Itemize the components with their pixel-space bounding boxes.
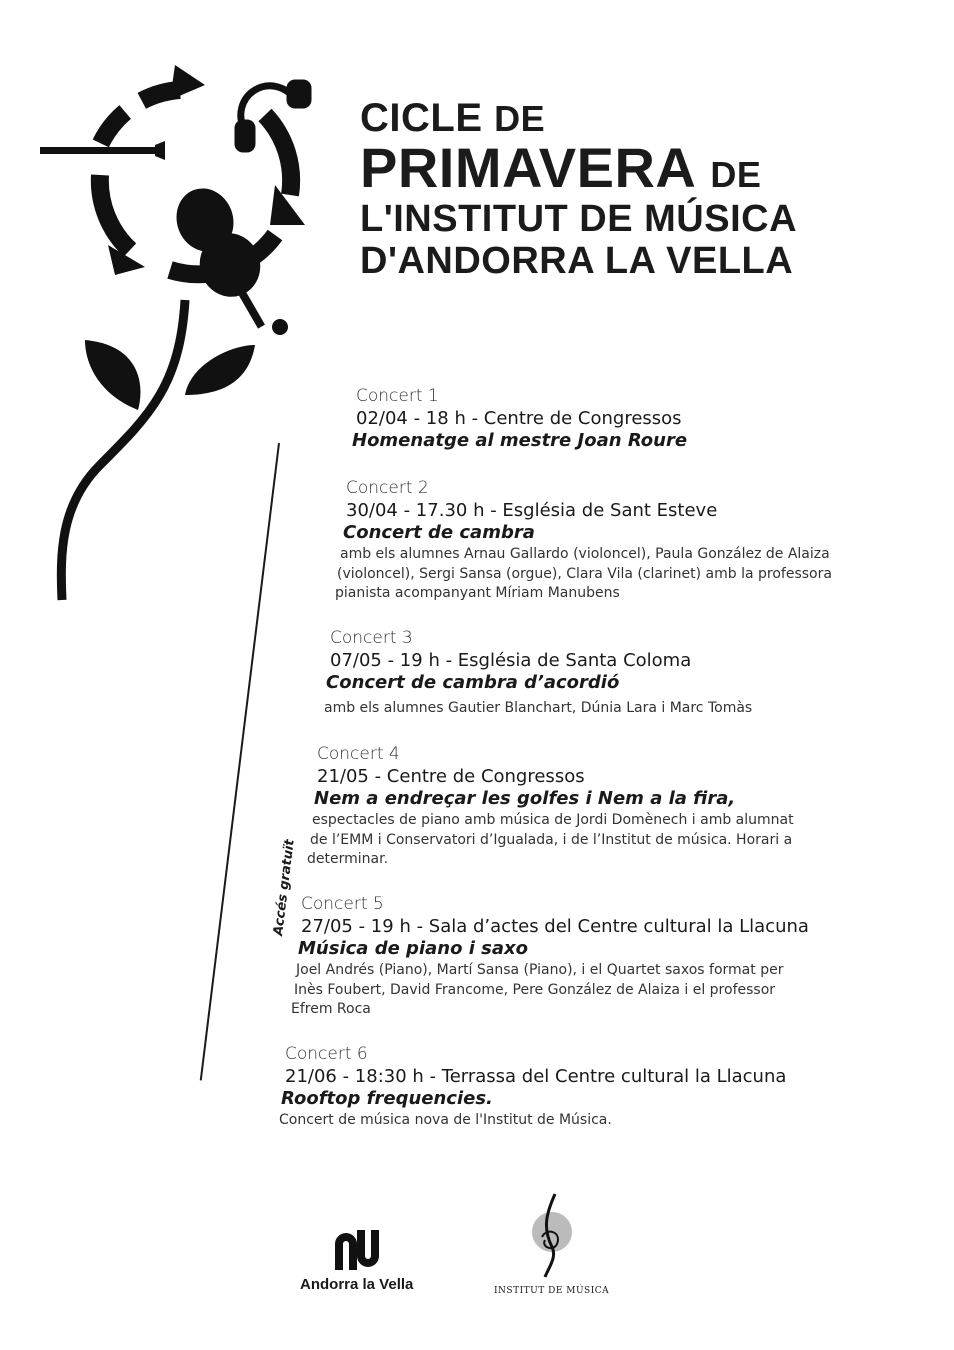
concert-5 (291, 894, 809, 1020)
concert-label: Concert 2 (346, 478, 429, 498)
flower-stem (61, 300, 185, 600)
concert-desc-line: Joel Andrés (Piano), Martí Sansa (Piano), i el Quartet saxos format per (296, 962, 784, 978)
concert-6 (279, 1044, 787, 1131)
concert-name: Nem a endreçar les golfes i Nem a la fira, (314, 788, 736, 809)
concert-2 (335, 478, 832, 604)
title-line-4: D'ANDORRA LA VELLA (360, 240, 794, 282)
concert-name: Concert de cambra d’acordió (326, 672, 620, 693)
concert-label: Concert 6 (285, 1044, 368, 1064)
concert-name: Concert de cambra (343, 522, 535, 543)
concert-desc-line: amb els alumnes Arnau Gallardo (violoncel), Paula González de Alaiza (340, 546, 830, 562)
concert-when: 27/05 - 19 h - Sala d’actes del Centre cultural la Llacuna (301, 916, 809, 937)
concert-label: Concert 4 (317, 744, 400, 764)
concert-name: Música de piano i saxo (298, 938, 528, 959)
concert-1 (352, 386, 688, 451)
flower-instruments-illustration (30, 55, 330, 605)
concert-when: 02/04 - 18 h - Centre de Congressos (356, 408, 682, 429)
institut-musica-logo (494, 1192, 609, 1296)
concert-desc-line: espectacles de piano amb música de Jordi Domènech i amb alumnat (312, 812, 794, 828)
concert-desc-line: Efrem Roca (291, 1001, 371, 1017)
title-line-2: PRIMAVERA (360, 136, 695, 199)
title-line-1-small: DE (494, 98, 546, 139)
poster-title (360, 98, 797, 280)
institut-logo-text: INSTITUT DE MÚSICA (494, 1286, 610, 1296)
andorra-la-vella-logo (300, 1230, 413, 1293)
concert-name: Homenatge al mestre Joan Roure (352, 430, 688, 451)
concert-desc-line: Inès Foubert, David Francome, Pere González de Alaiza i el professor (294, 981, 776, 998)
andorra-logo-mark-icon (332, 1230, 382, 1270)
concert-desc-line: pianista acompanyant Míriam Manubens (335, 585, 620, 601)
concert-when: 07/05 - 19 h - Església de Santa Coloma (330, 650, 692, 671)
concert-desc-line: de l’EMM i Conservatori d’Igualada, i de l’Institut de música. Horari a (310, 831, 793, 848)
concert-desc-line: amb els alumnes Gautier Blanchart, Dúnia Lara i Marc Tomàs (324, 700, 753, 716)
leaf-right (185, 345, 255, 395)
concert-4 (307, 744, 794, 870)
concert-3 (324, 628, 753, 719)
free-access-label: Accés gratuït (270, 833, 298, 943)
concert-label: Concert 5 (301, 894, 384, 914)
concert-label: Concert 1 (356, 386, 439, 406)
concert-name: Rooftop frequencies. (281, 1088, 493, 1109)
concert-label: Concert 3 (330, 628, 413, 648)
title-line-3: L'INSTITUT DE MÚSICA (360, 198, 798, 240)
title-line-2-small: DE (710, 154, 762, 195)
concert-desc-line: Concert de música nova de l'Institut de Música. (279, 1112, 612, 1128)
concert-when: 30/04 - 17.30 h - Església de Sant Esteve (346, 500, 718, 521)
leaf-left (85, 340, 140, 410)
treble-clef-logo-icon (497, 1192, 607, 1280)
concert-when: 21/05 - Centre de Congressos (317, 766, 585, 787)
concert-desc-line: (violoncel), Sergi Sansa (orgue), Clara Vila (clarinet) amb la professora (337, 565, 832, 582)
andorra-logo-text: Andorra la Vella (300, 1276, 414, 1293)
arrow-head-icon (170, 65, 205, 100)
title-line-1: CICLE (360, 96, 483, 140)
concert-desc-line: determinar. (307, 851, 389, 867)
concert-when: 21/06 - 18:30 h - Terrassa del Centre cultural la Llacuna (285, 1066, 787, 1087)
